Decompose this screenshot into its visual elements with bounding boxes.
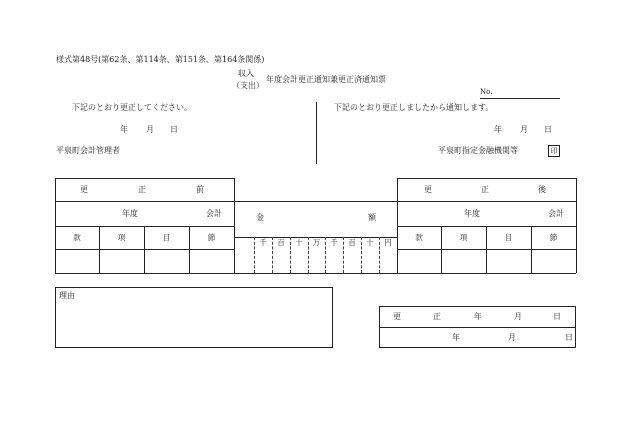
- digit-man: 万: [312, 238, 321, 248]
- before-correction-header: 更 正 前: [80, 185, 204, 194]
- right-issuer: 平泉町指定金融機関等: [438, 146, 518, 155]
- correction-date-kou: 更: [393, 312, 401, 321]
- amount-label-kin: 金: [256, 213, 264, 222]
- amount-label-gaku: 額: [368, 213, 376, 222]
- before-col-kou: 項: [117, 232, 126, 242]
- left-date-month: 月: [146, 125, 154, 134]
- digit-thousand-man: 千: [259, 238, 267, 248]
- before-account-label: 会計: [206, 209, 222, 218]
- left-issuer: 平泉町会計管理者: [56, 146, 120, 155]
- after-col-setsu: 節: [549, 232, 558, 242]
- right-date-month: 月: [520, 125, 528, 134]
- completion-date-year: 年: [452, 333, 460, 342]
- after-fiscal-year-label: 年度: [464, 209, 480, 218]
- expenditure-label: （支出）: [232, 81, 264, 90]
- correction-date-sei: 正: [433, 312, 441, 321]
- digit-ten: 十: [366, 238, 374, 248]
- after-col-kou: 項: [459, 232, 468, 242]
- digit-ten-man: 十: [295, 238, 303, 248]
- correction-date-divider: [379, 327, 576, 328]
- digit-yen: 円: [384, 238, 392, 248]
- form-number: 様式第48号(第62条、第114条、第151条、第164条関係): [56, 55, 265, 64]
- center-divider: [316, 102, 317, 164]
- after-col-moku: 目: [504, 232, 513, 242]
- after-correction-header: 更 正 後: [424, 185, 546, 194]
- right-date-year: 年: [494, 125, 502, 134]
- completion-date-day: 日: [565, 333, 573, 342]
- correction-date-year: 年: [474, 312, 482, 321]
- income-label: 収入: [238, 69, 254, 78]
- before-col-kan: 款: [73, 232, 81, 242]
- reason-label: 理由: [59, 291, 75, 300]
- reason-box: [55, 287, 333, 348]
- form-title: 年度会計更正通知兼更正済通知票: [266, 75, 386, 84]
- right-date-day: 日: [544, 125, 552, 134]
- before-col-moku: 目: [162, 232, 171, 242]
- seal-box: 印: [548, 145, 560, 157]
- correction-date-month: 月: [514, 312, 522, 321]
- left-date-day: 日: [170, 125, 178, 134]
- number-underline: [480, 98, 560, 99]
- right-notice-message: 下記のとおり更正しましたから通知します。: [334, 103, 494, 112]
- digit-hundred-man: 百: [277, 238, 285, 248]
- after-account-label: 会計: [548, 209, 564, 218]
- before-col-setsu: 節: [207, 232, 216, 242]
- completion-date-month: 月: [508, 333, 516, 342]
- before-fiscal-year-label: 年度: [122, 209, 138, 218]
- left-date-year: 年: [120, 125, 128, 134]
- after-col-kan: 款: [415, 232, 423, 242]
- digit-hundred: 百: [348, 238, 356, 248]
- correction-date-day: 日: [553, 312, 561, 321]
- digit-thousand: 千: [330, 238, 338, 248]
- number-label: No.: [480, 88, 493, 96]
- left-request-message: 下記のとおり更正してください。: [72, 103, 192, 112]
